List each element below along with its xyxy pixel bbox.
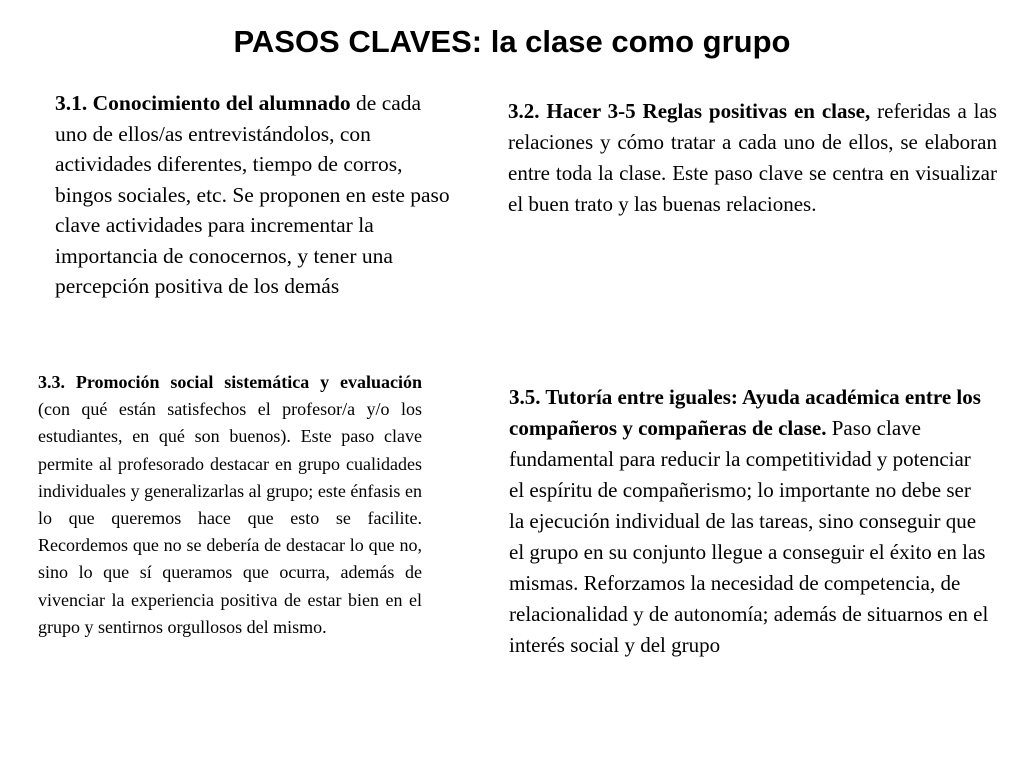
section-3-2 [508,96,997,220]
section-3-1-body: de cada uno de ellos/as entrevistándolos, con actividades diferentes, tiempo de corros, bingos sociales, etc. Se proponen en este paso clave actividades para incrementar la importancia de conocernos, y tener una percepción positiva de los demás [55,91,450,298]
section-3-5-heading: 3.5. Tutoría entre iguales: Ayuda académica entre los compañeros y compañeras de clase. [509,385,981,440]
section-3-5 [509,382,989,661]
section-3-2-heading: 3.2. Hacer 3-5 Reglas positivas en clase, [508,99,871,123]
page-title: PASOS CLAVES: la clase como grupo [233,24,791,59]
section-3-3-body: (con qué están satisfechos el profesor/a y/o los estudiantes, en qué son buenos). Este paso clave permite al profesorado destacar en grupo cualidades individuales y generalizarlas al grupo; este énfasis en lo que queremos hace que esto se facilite. Recordemos que no se debería de destacar lo que no, sino lo que sí queramos que ocurra, además de vivenciar la experiencia positiva de estar bien en el grupo y sentirnos orgullosos del mismo. [38,399,422,637]
section-3-3 [38,369,422,641]
section-3-1-heading: 3.1. Conocimiento del alumnado [55,91,351,115]
section-3-3-heading: 3.3. Promoción social sistemática y evaluación [38,372,422,392]
section-3-5-body: Paso clave fundamental para reducir la competitividad y potenciar el espíritu de compañerismo; lo importante no debe ser la ejecución individual de las tareas, sino conseguir que el grupo en su conjunto llegue a conseguir el éxito en las mismas. Reforzamos la necesidad de competencia, de relacionalidad y de autonomía; además de situarnos en el interés social y del grupo [509,416,989,657]
section-3-2-body: referidas a las relaciones y cómo tratar a cada uno de ellos, se elaboran entre toda la clase. Este paso clave se centra en visualizar el buen trato y las buenas relaciones. [508,99,997,216]
section-3-1 [55,88,450,302]
